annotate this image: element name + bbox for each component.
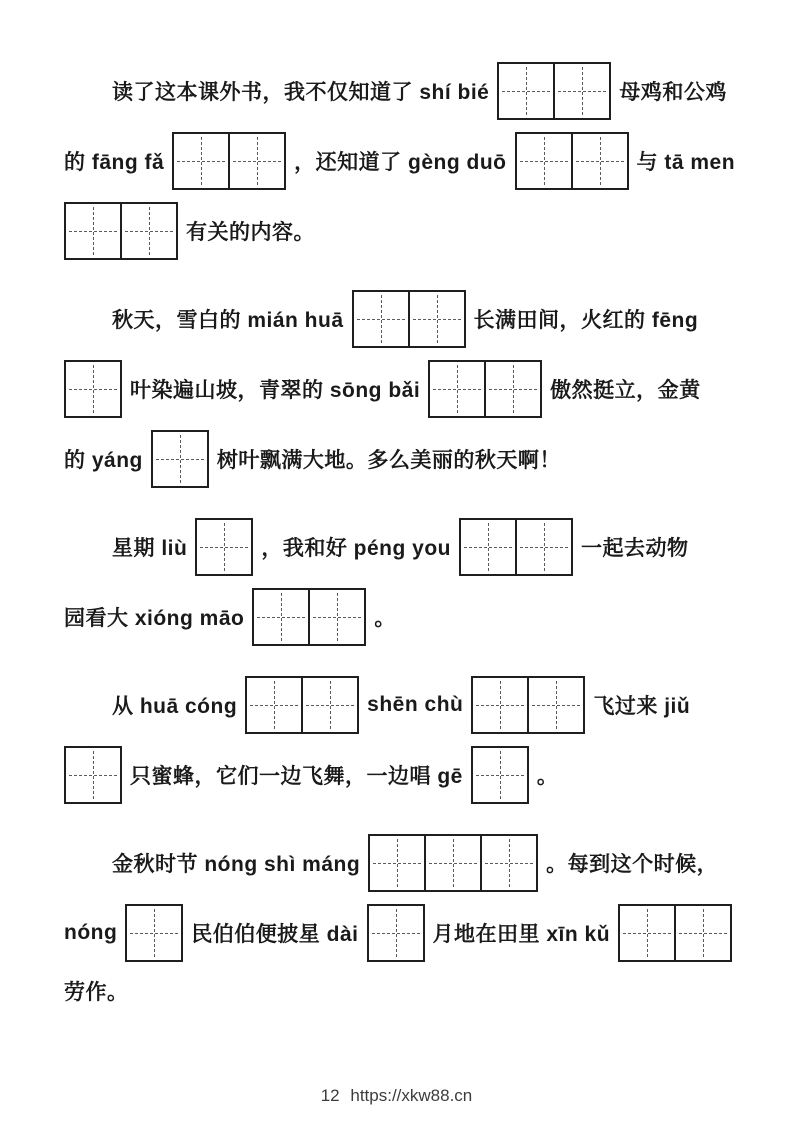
- character-box[interactable]: [424, 834, 482, 892]
- worksheet-line: [64, 904, 735, 962]
- character-box-group: [245, 676, 359, 734]
- line-text: 秋天，雪白的 mián huā: [112, 309, 344, 332]
- character-box[interactable]: [497, 62, 555, 120]
- character-box[interactable]: [527, 676, 585, 734]
- paragraph-2: [64, 290, 735, 488]
- line-text: 傲然挺立，金黄: [550, 379, 701, 402]
- worksheet-line: [64, 430, 735, 488]
- character-box[interactable]: [308, 588, 366, 646]
- character-box-group: [515, 132, 629, 190]
- worksheet-line: [64, 676, 735, 734]
- character-box-group: [428, 360, 542, 418]
- worksheet-line: [64, 974, 735, 1008]
- line-text: 树叶飘满大地。多么美丽的秋天啊！: [216, 449, 561, 472]
- line-text: shēn chù: [367, 693, 464, 716]
- worksheet-line: [64, 518, 735, 576]
- character-box[interactable]: [352, 290, 410, 348]
- worksheet-line: [64, 132, 735, 190]
- line-text: 飞过来 jiǔ: [593, 695, 691, 718]
- line-text: 星期 liù: [112, 537, 188, 560]
- character-box-group: [151, 430, 209, 488]
- character-box-group: [618, 904, 732, 962]
- line-text: 。: [536, 765, 559, 788]
- line-text: 园看大 xióng māo: [64, 607, 245, 630]
- character-box[interactable]: [64, 746, 122, 804]
- character-box-group: [64, 746, 122, 804]
- line-text: 一起去动物: [581, 537, 689, 560]
- page-number: 12: [320, 1086, 340, 1105]
- line-text: 。: [374, 607, 396, 630]
- character-box[interactable]: [459, 518, 517, 576]
- character-box-group: [64, 202, 178, 260]
- character-box[interactable]: [125, 904, 183, 962]
- worksheet-line: [64, 62, 735, 120]
- character-box[interactable]: [480, 834, 538, 892]
- line-text: 月地在田里 xīn kǔ: [432, 923, 611, 946]
- line-text: 长满田间，火红的 fēng: [473, 309, 699, 332]
- line-text: 有关的内容。: [186, 221, 315, 244]
- character-box-group: [459, 518, 573, 576]
- character-box[interactable]: [368, 834, 426, 892]
- line-text: ，我和好 péng you: [261, 537, 452, 560]
- line-text: 劳作。: [64, 981, 129, 1004]
- line-text: 叶染遍山坡，青翠的 sōng bǎi: [130, 379, 421, 402]
- character-box[interactable]: [172, 132, 230, 190]
- worksheet-line: [64, 290, 735, 348]
- character-box[interactable]: [120, 202, 178, 260]
- character-box[interactable]: [515, 518, 573, 576]
- character-box[interactable]: [228, 132, 286, 190]
- character-box[interactable]: [195, 518, 253, 576]
- line-text: 民伯伯便披星 dài: [191, 923, 359, 946]
- character-box-group: [497, 62, 611, 120]
- paragraph-5: [64, 834, 735, 1008]
- line-text: 与 tā men: [636, 151, 736, 174]
- character-box-group: [64, 360, 122, 418]
- line-text: 。每到这个时候，: [546, 853, 719, 876]
- footer-url: https://xkw88.cn: [350, 1086, 473, 1105]
- line-text: 母鸡和公鸡: [619, 81, 727, 104]
- character-box-group: [172, 132, 286, 190]
- character-box[interactable]: [64, 360, 122, 418]
- character-box[interactable]: [618, 904, 676, 962]
- worksheet-line: [64, 834, 735, 892]
- worksheet-line: [64, 588, 735, 646]
- character-box[interactable]: [252, 588, 310, 646]
- character-box-group: [367, 904, 425, 962]
- character-box-group: [471, 676, 585, 734]
- character-box[interactable]: [553, 62, 611, 120]
- character-box[interactable]: [151, 430, 209, 488]
- character-box[interactable]: [515, 132, 573, 190]
- line-text: 只蜜蜂，它们一边飞舞，一边唱 gē: [130, 765, 463, 788]
- character-box[interactable]: [64, 202, 122, 260]
- character-box-group: [471, 746, 529, 804]
- line-text: 金秋时节 nóng shì máng: [112, 853, 361, 876]
- line-text: 读了这本课外书，我不仅知道了 shí bié: [112, 81, 490, 104]
- character-box-group: [252, 588, 366, 646]
- character-box-group: [125, 904, 183, 962]
- worksheet-line: [64, 360, 735, 418]
- line-text: ，还知道了 gèng duō: [294, 151, 507, 174]
- worksheet-line: [64, 746, 735, 804]
- paragraph-1: [64, 62, 735, 260]
- paragraph-4: [64, 676, 735, 804]
- character-box[interactable]: [674, 904, 732, 962]
- line-text: 的 yáng: [64, 449, 143, 472]
- character-box-group: [368, 834, 538, 892]
- line-text: 的 fāng fǎ: [64, 151, 165, 174]
- character-box[interactable]: [367, 904, 425, 962]
- character-box[interactable]: [428, 360, 486, 418]
- character-box[interactable]: [471, 746, 529, 804]
- character-box-group: [352, 290, 466, 348]
- character-box[interactable]: [471, 676, 529, 734]
- character-box[interactable]: [301, 676, 359, 734]
- character-box[interactable]: [245, 676, 303, 734]
- line-text: nóng: [64, 921, 118, 944]
- character-box-group: [195, 518, 253, 576]
- character-box[interactable]: [484, 360, 542, 418]
- line-text: 从 huā cóng: [112, 695, 238, 718]
- paragraph-3: [64, 518, 735, 646]
- page-footer: [0, 1086, 793, 1106]
- worksheet-line: [64, 202, 735, 260]
- character-box[interactable]: [571, 132, 629, 190]
- character-box[interactable]: [408, 290, 466, 348]
